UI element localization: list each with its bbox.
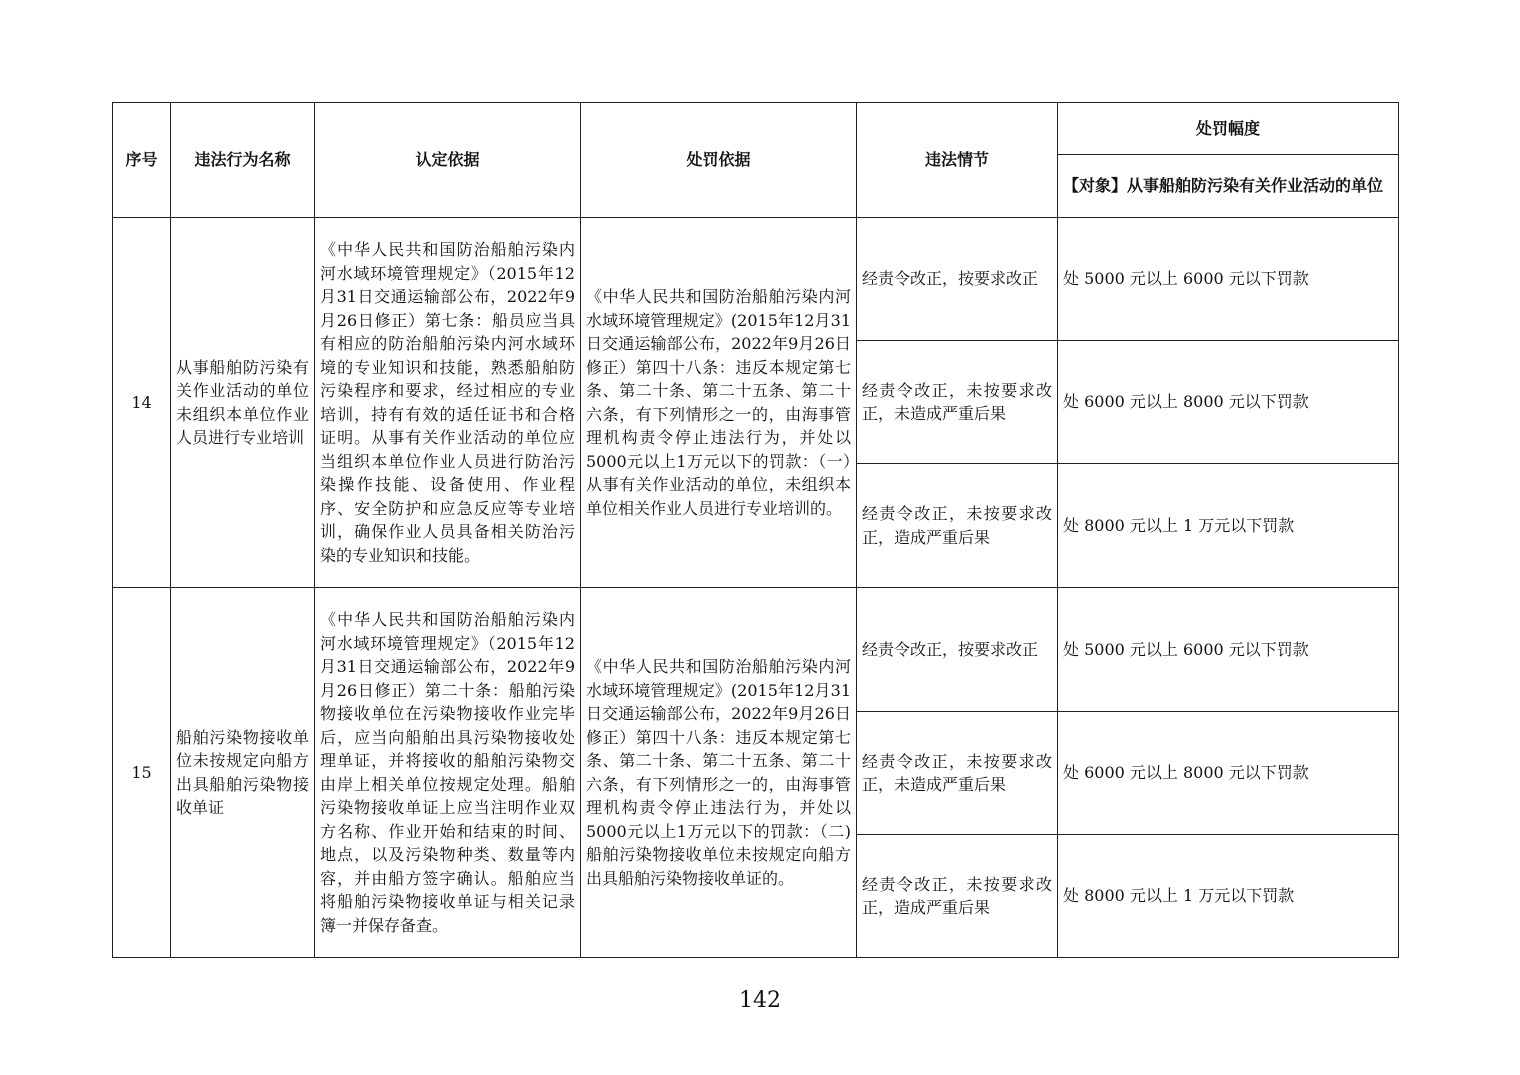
header-penalty-basis: 处罚依据 [581,103,857,218]
row-determination-basis: 《中华人民共和国防治船舶污染内河水域环境管理规定》（2015年12月31日交通运输部公布，2022年9月26日修正）第七条：船员应当具有相应的防治船舶污染内河水域环境的专业知识和技能，熟悉船舶防污染程序和要求，经过相应的专业培训，持有有效的适任证书和合格证明。从事有关作业活动的单位应当组织本单位作业人员进行防治污染操作技能、设备使用、作业程序、安全防护和应急反应等专业培训，确保作业人员具备相关防治污染的专业知识和技能。 [315,218,581,588]
table-row [113,588,1399,712]
row-seq: 15 [113,588,171,958]
row-seq: 14 [113,218,171,588]
row-penalty-basis: 《中华人民共和国防治船舶污染内河水域环境管理规定》(2015年12月31日交通运输部公布，2022年9月26日修正）第四十八条：违反本规定第七条、第二十条、第二十五条、第二十六条，有下列情形之一的，由海事管理机构责令停止违法行为，并处以5000元以上1万元以下的罚款：（一）从事有关作业活动的单位，未组织本单位相关作业人员进行专业培训的。 [581,218,857,588]
header-name: 违法行为名称 [171,103,315,218]
row-violation-name: 船舶污染物接收单位未按规定向船方出具船舶污染物接收单证 [171,588,315,958]
header-basis: 认定依据 [315,103,581,218]
row-penalty-amount: 处 5000 元以上 6000 元以下罚款 [1058,218,1399,341]
row-penalty-amount: 处 6000 元以上 8000 元以下罚款 [1058,341,1399,464]
page-number: 142 [739,988,781,1013]
row-penalty-basis: 《中华人民共和国防治船舶污染内河水域环境管理规定》(2015年12月31日交通运输部公布，2022年9月26日修正）第四十八条：违反本规定第七条、第二十条、第二十五条、第二十六条，有下列情形之一的，由海事管理机构责令停止违法行为，并处以5000元以上1万元以下的罚款：（二)船舶污染物接收单位未按规定向船方出具船舶污染物接收单证的。 [581,588,857,958]
row-violation-name: 从事船舶防污染有关作业活动的单位未组织本单位作业人员进行专业培训 [171,218,315,588]
header-circumstance: 违法情节 [857,103,1058,218]
row-penalty-amount: 处 5000 元以上 6000 元以下罚款 [1058,588,1399,712]
header-range: 处罚幅度 [1058,103,1399,155]
row-circumstance: 经责令改正，未按要求改正，未造成严重后果 [857,341,1058,464]
header-target: 【对象】从事船舶防污染有关作业活动的单位 [1058,155,1399,218]
row-circumstance: 经责令改正，未按要求改正，造成严重后果 [857,464,1058,588]
row-circumstance: 经责令改正，按要求改正 [857,218,1058,341]
penalty-table [112,102,1399,958]
row-penalty-amount: 处 8000 元以上 1 万元以下罚款 [1058,464,1399,588]
table-row [113,218,1399,341]
row-circumstance: 经责令改正，按要求改正 [857,588,1058,712]
header-seq: 序号 [113,103,171,218]
row-determination-basis: 《中华人民共和国防治船舶污染内河水域环境管理规定》（2015年12月31日交通运输部公布，2022年9月26日修正）第二十条：船舶污染物接收单位在污染物接收作业完毕后，应当向船舶出具污染物接收处理单证，并将接收的船舶污染物交由岸上相关单位按规定处理。船舶污染物接收单证上应当注明作业双方名称、作业开始和结束的时间、地点，以及污染物种类、数量等内容，并由船方签字确认。船舶应当将船舶污染物接收单证与相关记录簿一并保存备查。 [315,588,581,958]
row-penalty-amount: 处 8000 元以上 1 万元以下罚款 [1058,835,1399,958]
row-penalty-amount: 处 6000 元以上 8000 元以下罚款 [1058,712,1399,835]
row-circumstance: 经责令改正，未按要求改正，未造成严重后果 [857,712,1058,835]
row-circumstance: 经责令改正，未按要求改正，造成严重后果 [857,835,1058,958]
